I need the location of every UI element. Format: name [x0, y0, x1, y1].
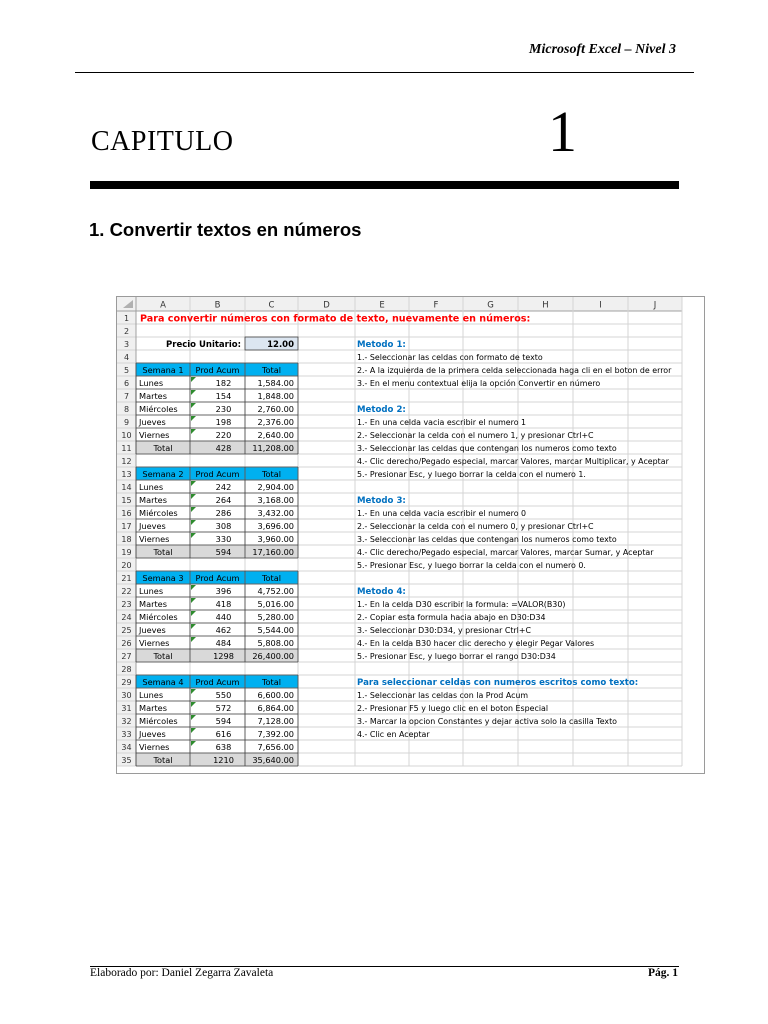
row-number: 1: [123, 314, 130, 323]
error-indicator-icon: [191, 715, 196, 720]
error-indicator-icon: [191, 494, 196, 499]
row-number: 19: [121, 548, 132, 557]
total-value: 5,280.00: [257, 612, 294, 622]
prod-acum-value: 286: [215, 508, 232, 518]
week-header-name: Semana 4: [142, 677, 184, 687]
prod-acum-value: 418: [215, 599, 232, 609]
day-label: Lunes: [139, 586, 164, 596]
row-number: 30: [121, 691, 132, 700]
column-header-f: F: [433, 300, 439, 311]
total-value: 2,760.00: [257, 404, 294, 414]
method-step: 2.- Presionar F5 y luego clic en el boton Especial: [357, 704, 549, 713]
day-label: Jueves: [139, 521, 166, 531]
column-header-g: G: [487, 300, 494, 311]
row-number: 5: [123, 366, 130, 375]
row-number: 31: [121, 704, 132, 713]
error-indicator-icon: [191, 702, 196, 707]
method-step: 5.- Presionar Esc, y luego borrar el rango D30:D34: [357, 652, 556, 661]
week-total-value: 11,208.00: [252, 443, 294, 453]
week-total-label: Total: [153, 443, 173, 453]
error-indicator-icon: [191, 533, 196, 538]
week-header-total: Total: [261, 677, 282, 687]
method-step: 3.- En el menu contextual elija la opción Convertir en número: [357, 379, 601, 388]
spreadsheet-screenshot: [116, 296, 705, 774]
row-number: 26: [121, 639, 132, 648]
error-indicator-icon: [191, 598, 196, 603]
price-value: 12.00: [267, 340, 294, 350]
total-value: 3,168.00: [257, 495, 294, 505]
row-number: 15: [121, 496, 132, 505]
day-label: Miércoles: [139, 612, 178, 622]
method-heading: Metodo 4:: [357, 587, 406, 597]
column-header-a: A: [160, 300, 166, 311]
prod-acum-value: 484: [215, 638, 232, 648]
total-value: 6,600.00: [257, 690, 294, 700]
row-number: 16: [121, 509, 132, 518]
day-label: Viernes: [139, 534, 170, 544]
week-total-prod: 1298: [213, 651, 234, 661]
row-number: 33: [121, 730, 132, 739]
day-label: Viernes: [139, 742, 170, 752]
day-label: Miércoles: [139, 404, 178, 414]
total-value: 7,656.00: [257, 742, 294, 752]
method-step: 2.- A la izquierda de la primera celda seleccionada haga cli en el boton de error: [357, 366, 672, 375]
prod-acum-value: 264: [215, 495, 232, 505]
row-number: 9: [123, 418, 130, 427]
method-step: 3.- Seleccionar las celdas que contengan los numeros como texto: [357, 444, 617, 453]
week-header-prod: Prod Acum: [195, 573, 240, 583]
column-header-d: D: [323, 300, 330, 311]
total-value: 3,960.00: [257, 534, 294, 544]
prod-acum-value: 330: [215, 534, 232, 544]
method-step: 5.- Presionar Esc, y luego borrar la celda con el numero 0.: [357, 561, 586, 570]
day-label: Jueves: [139, 729, 166, 739]
method-step: 4.- En la celda B30 hacer clic derecho y elegir Pegar Valores: [357, 639, 595, 648]
week-total-prod: 594: [215, 547, 232, 557]
day-label: Jueves: [139, 417, 166, 427]
day-label: Martes: [139, 599, 167, 609]
prod-acum-value: 220: [215, 430, 232, 440]
row-number: 29: [121, 678, 132, 687]
footer-author: Elaborado por: Daniel Zegarra Zavaleta: [90, 967, 274, 979]
prod-acum-value: 616: [215, 729, 232, 739]
total-value: 6,864.00: [257, 703, 294, 713]
prod-acum-value: 440: [215, 612, 232, 622]
total-value: 5,016.00: [257, 599, 294, 609]
column-header-b: B: [214, 300, 221, 311]
row-number: 18: [121, 535, 132, 544]
prod-acum-value: 638: [215, 742, 232, 752]
week-header-total: Total: [261, 365, 282, 375]
method-step: 4.- Clic derecho/Pegado especial, marcar Valores, marcar Sumar, y Aceptar: [357, 548, 654, 557]
week-total-label: Total: [153, 651, 173, 661]
total-value: 2,904.00: [257, 482, 294, 492]
week-header-prod: Prod Acum: [195, 469, 240, 479]
total-value: 1,848.00: [257, 391, 294, 401]
method-heading: Para seleccionar celdas con numeros escritos como texto:: [357, 678, 639, 688]
row-number: 21: [121, 574, 132, 583]
week-header-prod: Prod Acum: [195, 365, 240, 375]
prod-acum-value: 550: [215, 690, 232, 700]
column-header-c: C: [268, 300, 275, 311]
error-indicator-icon: [191, 507, 196, 512]
method-step: 1.- En una celda vacia escribir el numero 0: [357, 509, 527, 518]
total-value: 7,392.00: [257, 729, 294, 739]
row-number: 11: [121, 444, 132, 453]
prod-acum-value: 182: [215, 378, 232, 388]
week-total-value: 35,640.00: [252, 755, 294, 765]
error-indicator-icon: [191, 416, 196, 421]
chapter-number: 1: [548, 99, 577, 164]
method-step: 1.- En una celda vacia escribir el numero 1: [357, 418, 527, 427]
method-step: 3.- Seleccionar D30:D34, y presionar Ctrl+C: [357, 626, 531, 635]
total-value: 5,544.00: [257, 625, 294, 635]
error-indicator-icon: [191, 520, 196, 525]
prod-acum-value: 594: [215, 716, 232, 726]
method-step: 2.- Copiar esta formula hacia abajo en D30:D34: [357, 613, 546, 622]
row-number: 8: [123, 405, 130, 414]
error-indicator-icon: [191, 637, 196, 642]
column-header-j: J: [653, 300, 657, 311]
day-label: Viernes: [139, 430, 170, 440]
method-heading: Metodo 3:: [357, 496, 406, 506]
total-value: 5,808.00: [257, 638, 294, 648]
row-number: 7: [123, 392, 130, 401]
header-title: Microsoft Excel – Nivel 3: [529, 42, 676, 57]
row-number: 27: [121, 652, 132, 661]
week-total-label: Total: [153, 755, 173, 765]
error-indicator-icon: [191, 403, 196, 408]
method-step: 1.- Seleccionar las celdas con formato de texto: [357, 353, 543, 362]
row-number: 32: [121, 717, 132, 726]
week-header-name: Semana 2: [142, 469, 184, 479]
day-label: Lunes: [139, 378, 164, 388]
week-header-total: Total: [261, 469, 282, 479]
day-label: Miércoles: [139, 716, 178, 726]
prod-acum-value: 572: [215, 703, 232, 713]
error-indicator-icon: [191, 585, 196, 590]
week-total-prod: 1210: [213, 755, 234, 765]
row-number: 12: [121, 457, 132, 466]
prod-acum-value: 198: [215, 417, 232, 427]
method-step: 3.- Seleccionar las celdas que contengan los numeros como texto: [357, 535, 617, 544]
method-step: 1.- Seleccionar las celdas con la Prod Acum: [357, 691, 529, 700]
column-header-bar: [117, 297, 682, 311]
error-indicator-icon: [191, 741, 196, 746]
total-value: 3,696.00: [257, 521, 294, 531]
prod-acum-value: 242: [215, 482, 232, 492]
error-indicator-icon: [191, 689, 196, 694]
row-number: 35: [121, 756, 132, 765]
week-header-total: Total: [261, 573, 282, 583]
row-number: 28: [121, 665, 132, 674]
day-label: Miércoles: [139, 508, 178, 518]
total-value: 1,584.00: [257, 378, 294, 388]
column-header-h: H: [542, 300, 549, 311]
day-label: Jueves: [139, 625, 166, 635]
method-heading: Metodo 2:: [357, 405, 406, 415]
total-value: 3,432.00: [257, 508, 294, 518]
sheet-title: Para convertir números con formato de texto, nuevamente en números:: [140, 313, 531, 325]
week-header-name: Semana 3: [142, 573, 184, 583]
week-total-value: 26,400.00: [252, 651, 294, 661]
method-step: 3.- Marcar la opcion Constantes y dejar activa solo la casilla Texto: [357, 717, 617, 726]
row-number: 22: [121, 587, 132, 596]
method-step: 5.- Presionar Esc, y luego borrar la celda con el numero 1.: [357, 470, 586, 479]
total-value: 7,128.00: [257, 716, 294, 726]
method-step: 4.- Clic en Aceptar: [357, 730, 430, 739]
prod-acum-value: 154: [215, 391, 232, 401]
prod-acum-value: 462: [215, 625, 232, 635]
day-label: Martes: [139, 495, 167, 505]
price-label: Precio Unitario:: [166, 340, 241, 350]
total-value: 4,752.00: [257, 586, 294, 596]
error-indicator-icon: [191, 377, 196, 382]
row-number: 17: [121, 522, 132, 531]
error-indicator-icon: [191, 611, 196, 616]
week-total-value: 17,160.00: [252, 547, 294, 557]
method-heading: Metodo 1:: [357, 340, 406, 350]
row-number: 24: [121, 613, 132, 622]
section-title: 1. Convertir textos en números: [89, 219, 362, 240]
error-indicator-icon: [191, 728, 196, 733]
total-value: 2,640.00: [257, 430, 294, 440]
row-number: 6: [123, 379, 130, 388]
row-number: 4: [123, 353, 130, 362]
row-number: 14: [121, 483, 132, 492]
week-total-prod: 428: [215, 443, 232, 453]
row-number: 20: [121, 561, 132, 570]
row-number: 25: [121, 626, 132, 635]
error-indicator-icon: [191, 624, 196, 629]
row-number: 2: [123, 327, 130, 336]
day-label: Lunes: [139, 482, 164, 492]
row-number: 3: [123, 340, 130, 349]
day-label: Martes: [139, 703, 167, 713]
column-header-e: E: [379, 300, 385, 311]
chapter-label: CAPITULO: [91, 126, 234, 157]
method-step: 2.- Seleccionar la celda con el numero 0, y presionar Ctrl+C: [357, 522, 594, 531]
prod-acum-value: 396: [215, 586, 232, 596]
method-step: 1.- En la celda D30 escribir la formula: =VALOR(B30): [357, 600, 566, 609]
method-step: 2.- Seleccionar la celda con el numero 1, y presionar Ctrl+C: [357, 431, 594, 440]
error-indicator-icon: [191, 390, 196, 395]
day-label: Lunes: [139, 690, 164, 700]
method-step: 4.- Clic derecho/Pegado especial, marcar Valores, marcar Multiplicar, y Aceptar: [357, 457, 669, 466]
day-label: Viernes: [139, 638, 170, 648]
row-number: 10: [121, 431, 132, 440]
row-number: 34: [121, 743, 132, 752]
error-indicator-icon: [191, 481, 196, 486]
week-total-label: Total: [153, 547, 173, 557]
total-value: 2,376.00: [257, 417, 294, 427]
week-header-prod: Prod Acum: [195, 677, 240, 687]
footer-page: Pág. 1: [647, 967, 678, 979]
week-header-name: Semana 1: [142, 365, 184, 375]
header-rule: [75, 72, 694, 73]
prod-acum-value: 230: [215, 404, 232, 414]
spreadsheet-canvas: [117, 297, 704, 773]
prod-acum-value: 308: [215, 521, 232, 531]
row-number: 13: [121, 470, 132, 479]
column-header-i: I: [599, 300, 602, 311]
row-number: 23: [121, 600, 132, 609]
chapter-rule: [90, 181, 679, 189]
day-label: Martes: [139, 391, 167, 401]
error-indicator-icon: [191, 429, 196, 434]
